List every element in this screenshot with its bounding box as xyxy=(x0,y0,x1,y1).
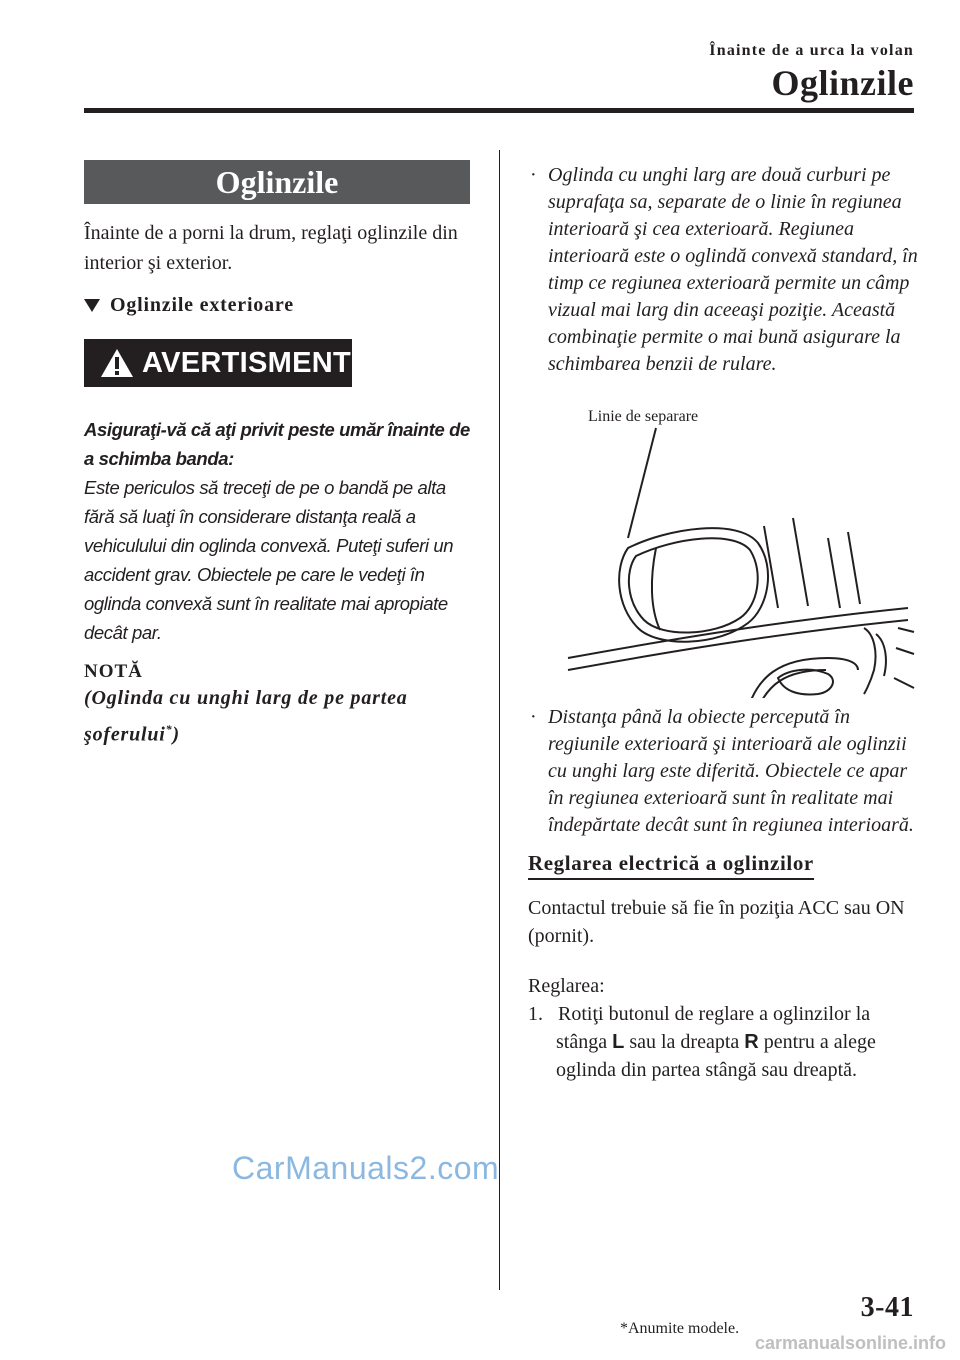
step-text-c: pentru a alege oglinda din partea stângă sau dreaptă. xyxy=(556,1031,876,1081)
warning-box xyxy=(84,339,352,387)
page-section-title: Oglinzile xyxy=(771,63,914,103)
bullet-dot: · xyxy=(530,706,537,728)
bullet-text: Distanţa până la obiecte percepută în regiunile exterioară şi interioară ale oglinzii cu unghi larg este diferită. Obiectele ce apar în regiunea exterioară sunt în realitate mai îndepărtate decât sunt în regiunea interioară. xyxy=(548,706,914,836)
step-text-a: Rotiţi butonul de reglare a oglinzilor la stânga xyxy=(556,1003,871,1053)
warning-body: Este periculos să treceţi de pe o bandă pe alta fără să luaţi în considerare distanţa reală a vehiculului din oglinda convexă. Puteţi suferi un accident grav. Obiectele pe care le vedeţi în oglinda convexă sunt în realitate mai apropiate decât par. xyxy=(84,477,454,643)
bullet-text: Oglinda cu unghi larg are două curburi pe suprafaţa sa, separate de o linie în regiunea interioară şi cea exterioară. Regiunea interioară este o oglindă convexă standard, în timp ce regiunea exterioară permite un câmp vizual mai larg din aceeaşi poziţie. Această combinaţie permite o mai bună asigurare la schimbarea benzii de rulare. xyxy=(548,164,918,375)
right-column xyxy=(528,162,918,1084)
adjust-label: Reglarea: xyxy=(528,975,605,997)
subhead-label: Oglinzile exterioare xyxy=(110,294,294,316)
section-banner: Oglinzile xyxy=(84,160,470,204)
header-rule xyxy=(84,108,914,113)
note-sub-text: (Oglinda cu unghi larg de pe partea şoferului xyxy=(84,687,408,746)
subhead-exterior-mirrors xyxy=(84,294,470,317)
key-l: L xyxy=(612,1031,625,1053)
footnote: *Anumite modele. xyxy=(620,1320,740,1337)
chapter-title: Înainte de a urca la volan xyxy=(709,42,914,59)
warning-label: AVERTISMENT xyxy=(142,346,351,379)
note-close: ) xyxy=(172,723,180,746)
watermark: CarManuals2.com xyxy=(232,1150,500,1186)
column-divider xyxy=(499,150,500,1290)
note-heading: NOTĂ xyxy=(84,661,143,682)
note-subheading xyxy=(84,683,470,751)
figure-label: Linie de separare xyxy=(588,408,699,425)
footer-site: carmanualsonline.info xyxy=(754,1333,946,1353)
intro-paragraph: Înainte de a porni la drum, reglaţi oglinzile din interior şi exterior. xyxy=(84,222,458,274)
bullet-dot: · xyxy=(530,164,537,186)
warning-text xyxy=(84,415,470,647)
step-1 xyxy=(528,1000,918,1084)
warning-triangle-icon xyxy=(100,348,134,378)
running-header xyxy=(709,42,914,104)
bullet-distance xyxy=(528,704,918,839)
left-column xyxy=(84,160,470,751)
warning-lead: Asiguraţi-vă că aţi privit peste umăr înainte de a schimba banda: xyxy=(84,419,470,469)
mirror-figure xyxy=(528,408,918,698)
bullet-wide-angle xyxy=(528,162,918,378)
mirror-illustration xyxy=(528,408,918,698)
down-triangle-icon xyxy=(84,299,100,312)
key-r: R xyxy=(744,1031,759,1053)
ignition-paragraph: Contactul trebuie să fie în poziţia ACC sau ON (pornit). xyxy=(528,897,905,947)
step-number: 1. xyxy=(528,1003,543,1025)
page-number: 3-41 xyxy=(860,1292,914,1323)
subsection-heading: Reglarea electrică a oglinzilor xyxy=(528,851,814,880)
note-asterisk: * xyxy=(165,722,173,736)
step-text-b: sau la dreapta xyxy=(629,1031,740,1053)
